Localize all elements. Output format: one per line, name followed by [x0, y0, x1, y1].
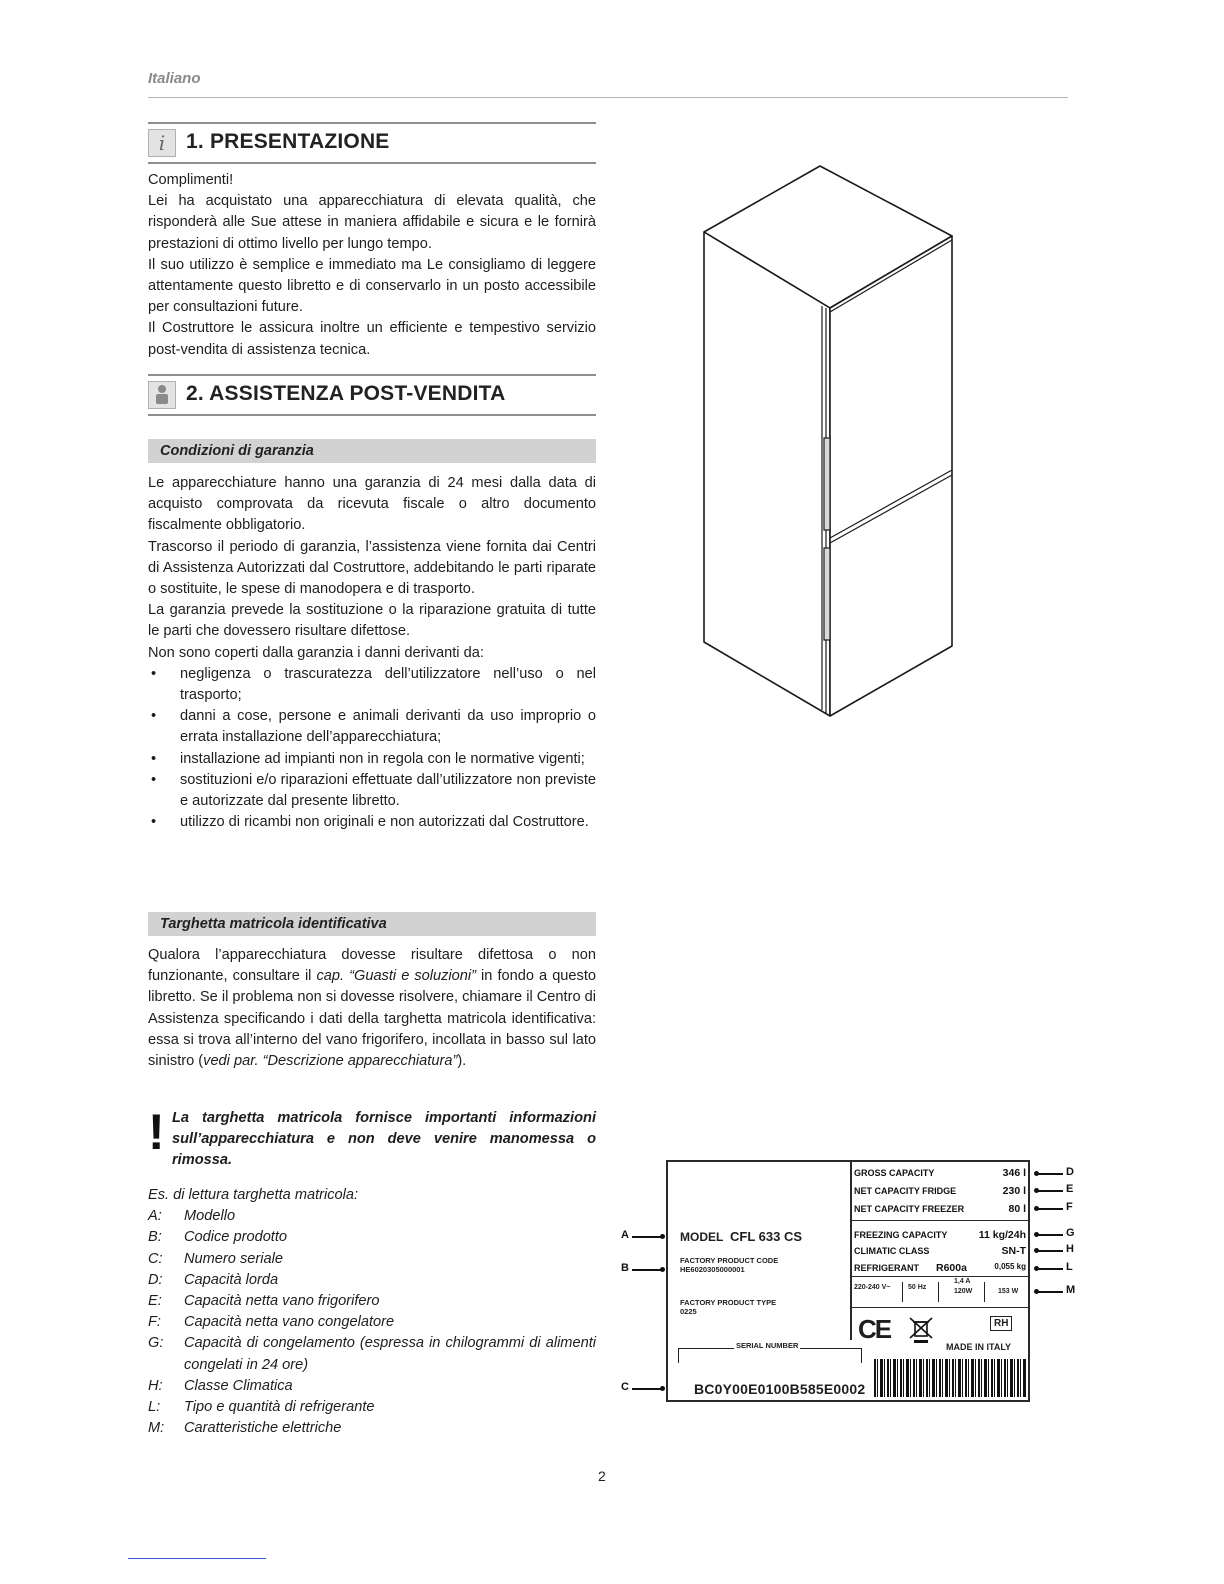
paragraph: Le apparecchiature hanno una garanzia di 24 mesi dalla data di acquisto comprovata da ricevuta fiscale o altro documento fiscalmente obbligatorio. — [148, 475, 596, 534]
factory-type-label: FACTORY PRODUCT TYPE — [680, 1298, 777, 1307]
legend-row — [148, 1270, 596, 1291]
serial-label: SERIAL NUMBER — [736, 1341, 799, 1350]
legend-key: A: — [148, 1208, 162, 1225]
legend-text: Classe Climatica — [184, 1377, 293, 1394]
callout-dot — [660, 1267, 665, 1272]
legend-row — [148, 1418, 596, 1439]
callout-dot — [660, 1234, 665, 1239]
legend-text: Codice prodotto — [184, 1229, 288, 1246]
legend-row — [148, 1376, 596, 1397]
legend-row — [148, 1397, 596, 1418]
legend-row — [148, 1291, 596, 1312]
language-label: Italiano — [148, 70, 201, 87]
legend-text: Capacità netta vano frigorifero — [184, 1293, 380, 1310]
text-run-italic: cap. “Guasti e soluzioni” — [316, 968, 477, 985]
plate-value: 346 l — [1002, 1167, 1026, 1179]
section-1-body — [148, 170, 596, 361]
ce-mark: CE — [858, 1314, 891, 1344]
technician-icon — [148, 381, 176, 409]
text-run: in fondo a questo libretto. Se il problema non si dovesse risolvere, chiamare il Centro di Assistenza specificando i dati della targhetta matricola identificativa: essa si trova all’interno del vano frigorifero, incollata in basso sul lato sinistro ( — [148, 968, 597, 1070]
net-fridge-row — [854, 1186, 1028, 1196]
legend-key: C: — [148, 1250, 163, 1267]
footer-rule — [128, 1558, 266, 1559]
plate-divider — [852, 1220, 1030, 1221]
legend-row — [148, 1312, 596, 1333]
legend-text: Numero seriale — [184, 1250, 283, 1267]
paragraph: Lei ha acquistato una apparecchiatura di elevata qualità, che risponderà alle Sue attese in maniera affidabile e sicura e le fornirà prestazioni di ottimo livello per lungo tempo. — [148, 193, 596, 252]
legend-row — [148, 1206, 596, 1227]
callout-line — [1037, 1250, 1063, 1252]
callout-line — [1037, 1173, 1063, 1175]
power-1: 120W — [954, 1288, 973, 1295]
list-item: • negligenza o trascuratezza dell’utilizzatore nell’uso o nel trasporto; — [148, 664, 596, 706]
model-label: MODEL — [680, 1230, 724, 1244]
plate-legend — [148, 1185, 596, 1439]
callout-line — [1037, 1190, 1063, 1192]
rh-mark: RH — [990, 1316, 1012, 1331]
callout-e: E — [1066, 1183, 1074, 1195]
legend-key: M: — [148, 1420, 165, 1437]
header-rule — [148, 97, 1068, 98]
section-1-title: 1. PRESENTAZIONE — [186, 130, 390, 153]
factory-code-value: HE6020305000001 — [680, 1265, 745, 1274]
weee-bin-icon — [908, 1316, 934, 1344]
info-icon: i — [148, 129, 176, 157]
current: 1,4 A — [954, 1278, 971, 1285]
legend-text: Capacità netta vano congelatore — [184, 1314, 395, 1331]
callout-line — [1037, 1234, 1063, 1236]
model-value: CFL 633 CS — [730, 1229, 803, 1244]
callout-c: C — [621, 1381, 629, 1393]
serial-value: BC0Y00E0100B585E0002 — [694, 1381, 866, 1397]
paragraph: Il suo utilizzo è semplice e immediato ma Le consigliamo di leggere attentamente questo libretto e di conservarlo in un posto accessibile per consultazioni future. — [148, 256, 596, 316]
callout-l: L — [1066, 1261, 1073, 1273]
callout-line — [1037, 1291, 1063, 1293]
plate-label: NET CAPACITY FREEZER — [854, 1204, 965, 1214]
plate-divider — [984, 1282, 985, 1302]
factory-type-value: 0225 — [680, 1307, 697, 1316]
paragraph — [148, 945, 596, 1072]
voltage: 220-240 V~ — [854, 1284, 891, 1291]
legend-intro: Es. di lettura targhetta matricola: — [148, 1187, 359, 1203]
warranty-body — [148, 473, 596, 833]
legend-key: D: — [148, 1271, 163, 1288]
plate-label: CLIMATIC CLASS — [854, 1246, 930, 1256]
legend-key: L: — [148, 1399, 161, 1416]
factory-code-label: FACTORY PRODUCT CODE — [680, 1256, 779, 1265]
legend-text: Caratteristiche elettriche — [184, 1420, 342, 1437]
paragraph: Complimenti! — [148, 172, 234, 188]
plate-label: REFRIGERANT — [854, 1263, 919, 1273]
callout-line — [632, 1388, 662, 1390]
plate-label: FREEZING CAPACITY — [854, 1230, 948, 1240]
freezing-capacity-row — [854, 1230, 1028, 1240]
legend-row — [148, 1227, 596, 1248]
callout-line — [1037, 1268, 1063, 1270]
plate-value: 230 l — [1002, 1185, 1026, 1197]
climatic-class-row — [854, 1246, 1028, 1256]
legend-text: Capacità di congelamento (espressa in chilogrammi di alimenti congelati in 24 ore) — [184, 1335, 596, 1373]
plate-body — [148, 945, 596, 1072]
paragraph: Non sono coperti dalla garanzia i danni derivanti da: — [148, 644, 484, 661]
plate-divider — [938, 1282, 939, 1302]
text-run: ). — [457, 1053, 467, 1070]
rating-plate — [666, 1160, 1030, 1402]
refrigerant-row — [854, 1263, 1028, 1273]
gross-capacity-row — [854, 1168, 1028, 1178]
fridge-illustration — [690, 160, 970, 720]
callout-m: M — [1066, 1284, 1076, 1296]
paragraph: La garanzia prevede la sostituzione o la riparazione gratuita di tutte le parti che dovessero risultare difettose. — [148, 602, 596, 640]
callout-a: A — [621, 1229, 629, 1241]
warranty-title: Condizioni di garanzia — [160, 443, 314, 459]
power-2: 153 W — [998, 1288, 1019, 1295]
legend-key: G: — [148, 1335, 164, 1352]
paragraph: Trascorso il periodo di garanzia, l’assistenza viene fornita dai Centri di Assistenza Autorizzati dal Costruttore, addebitando le parti riparate o sostituite, le spese di manodopera e di trasporto. — [148, 538, 596, 598]
list-item: • installazione ad impianti non in regola con le normative vigenti; — [148, 749, 596, 770]
page-number: 2 — [598, 1468, 606, 1484]
plate-value: 11 kg/24h — [978, 1229, 1026, 1241]
callout-b: B — [621, 1262, 629, 1274]
exclamation-icon: ! — [148, 1104, 165, 1160]
plate-label: GROSS CAPACITY — [854, 1168, 935, 1178]
plate-value: 80 l — [1008, 1203, 1026, 1215]
plate-divider — [902, 1282, 903, 1302]
serial-box — [678, 1348, 862, 1363]
callout-h: H — [1066, 1243, 1074, 1255]
callout-line — [632, 1269, 662, 1271]
section-2-header — [148, 374, 596, 416]
plate-value: SN-T — [1001, 1245, 1026, 1257]
net-freezer-row — [854, 1204, 1028, 1214]
frequency: 50 Hz — [908, 1284, 927, 1291]
callout-f: F — [1066, 1201, 1073, 1213]
legend-row — [148, 1249, 596, 1270]
list-item: • sostituzioni e/o riparazioni effettuate dall’utilizzatore non previste e autorizzate dal presente libretto. — [148, 770, 596, 812]
made-in-label: MADE IN ITALY — [946, 1342, 1012, 1352]
legend-text: Tipo e quantità di refrigerante — [184, 1399, 375, 1416]
legend-text: Modello — [184, 1208, 236, 1225]
text-run-italic: vedi par. “Descrizione apparecchiatura” — [203, 1053, 458, 1070]
list-item: • utilizzo di ricambi non originali e non autorizzati dal Costruttore. — [148, 812, 596, 833]
warning-text: La targhetta matricola fornisce importanti informazioni sull’apparecchiatura e non deve venire manomessa o rimossa. — [172, 1110, 596, 1169]
plate-title: Targhetta matricola identificativa — [160, 916, 387, 932]
text-run: Qualora l’apparecchiatura dovesse risultare difettosa o non funzionante, consultare il — [148, 947, 596, 985]
plate-divider — [852, 1307, 1030, 1308]
legend-key: H: — [148, 1377, 163, 1394]
callout-line — [1037, 1208, 1063, 1210]
warranty-subheader — [148, 439, 596, 463]
paragraph: Il Costruttore le assicura inoltre un efficiente e tempestivo servizio post-vendita di assistenza tecnica. — [148, 320, 596, 358]
callout-g: G — [1066, 1227, 1075, 1239]
section-2-title: 2. ASSISTENZA POST-VENDITA — [186, 382, 506, 405]
plate-divider — [852, 1276, 1030, 1277]
legend-row — [148, 1333, 596, 1375]
legend-text: Capacità lorda — [184, 1271, 279, 1288]
exclusion-list — [148, 664, 596, 834]
legend-key: E: — [148, 1293, 162, 1310]
callout-line — [632, 1236, 662, 1238]
list-item: • danni a cose, persone e animali derivanti da uso improprio o errata installazione dell’apparecchiatura; — [148, 706, 596, 748]
legend-key: B: — [148, 1229, 162, 1246]
plate-label: NET CAPACITY FRIDGE — [854, 1186, 957, 1196]
plate-value: R600a — [936, 1262, 967, 1274]
barcode — [874, 1359, 1026, 1397]
callout-dot — [660, 1386, 665, 1391]
section-1-header — [148, 122, 596, 164]
plate-divider — [850, 1162, 852, 1340]
callout-d: D — [1066, 1166, 1074, 1178]
plate-value: 0,055 kg — [994, 1262, 1026, 1271]
legend-key: F: — [148, 1314, 161, 1331]
plate-subheader — [148, 912, 596, 936]
